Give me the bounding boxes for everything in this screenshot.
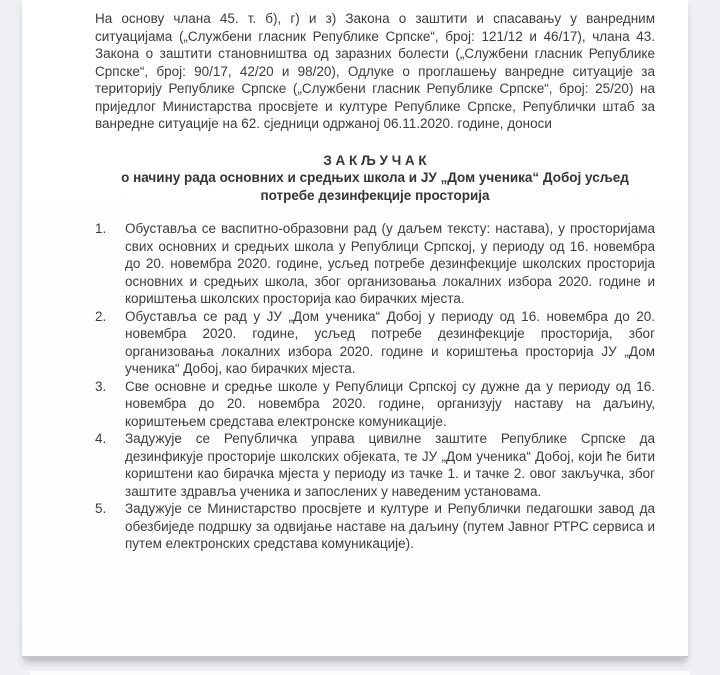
- list-item-number: 3.: [95, 378, 107, 394]
- list-item-text: Задужује се Министарство просвјете и културе и Републички педагошки завод да обезбиједе подршку за одвијање наставе на даљину (путем Јавног РТРС сервиса и путем електронских средстава комуникације).: [125, 501, 655, 551]
- document-title: З А К Љ У Ч А К: [323, 152, 427, 168]
- next-page-edge: [30, 671, 690, 675]
- conclusion-list: [95, 220, 655, 553]
- list-item-1: [95, 220, 655, 308]
- list-item-text: Задужује се Републичка управа цивилне заштите Републике Српске да дезинфикује просторије школских објеката, те ЈУ „Дом ученика“ Добој, који ће бити кориштени као бирачка мјеста у периоду из тачке 1. и тачке 2. овог закључка, због заштите здравља ученика и запослених у наведеним установама.: [125, 431, 655, 499]
- document-subtitle: о начину рада основних и средњих школа и ЈУ „Дом ученика“ Добој усљед потребе дезинфекције просторија: [121, 170, 629, 203]
- list-item-text: Све основне и средње школе у Републици Српској су дужне да у периоду од 16. новембра до 20. новембра 2020. године, организују наставу на даљину, кориштењем средстава електронске комуникације.: [125, 378, 655, 429]
- intro-paragraph: На основу члана 45. т. б), г) и з) Закона о заштити и спасавању у ванредним ситуацијама („Службени гласник Републике Српске“, број: 121/12 и 46/17), члана 43. Закона о заштити становништва од заразних болести („Службени гласник Републике Српске“, број: 90/17, 42/20 и 98/20), Одлуке о проглашењу ванредне ситуације за територију Републике Српске („Службени гласник Републике Српске“, број: 25/20) на приједлог Министарства просвјете и културе Републике Српске, Републички штаб за ванредне ситуације на 62. сједници одржаној 06.11.2020. године, доноси: [95, 11, 655, 131]
- document-content: [95, 10, 655, 553]
- list-item-text: Обуставља се рад у ЈУ „Дом ученика“ Добој у периоду од 16. новембра до 20. новембра 2020. године, усљед потребе дезинфекције просторија, због организовања локалних избора 2020. године и кориштења просторија ЈУ „Дом ученика“ Добој, као бирачких мјеста.: [125, 308, 655, 376]
- list-item-number: 5.: [95, 501, 107, 516]
- list-item-3: [95, 378, 655, 431]
- list-item-text: Обуставља се васпитно-образовни рад (у даљем тексту: настава), у просторијама свих основних и средњих школа у Републици Српској, у периоду од 16. новембра до 20. новембра 2020. године, усљед потребе дезинфекције школских просторија основних и средњих школа, због организовања локалних избора 2020. године и кориштења школских просторија као бирачких мјеста.: [125, 221, 655, 306]
- list-item-4: [95, 430, 655, 500]
- list-item-number: 2.: [95, 308, 107, 324]
- list-item-2: [95, 308, 655, 378]
- list-item-number: 1.: [95, 221, 107, 236]
- list-item-number: 4.: [95, 431, 107, 446]
- document-page: [22, 0, 688, 658]
- list-item-5: [95, 500, 655, 553]
- title-block: [95, 152, 655, 205]
